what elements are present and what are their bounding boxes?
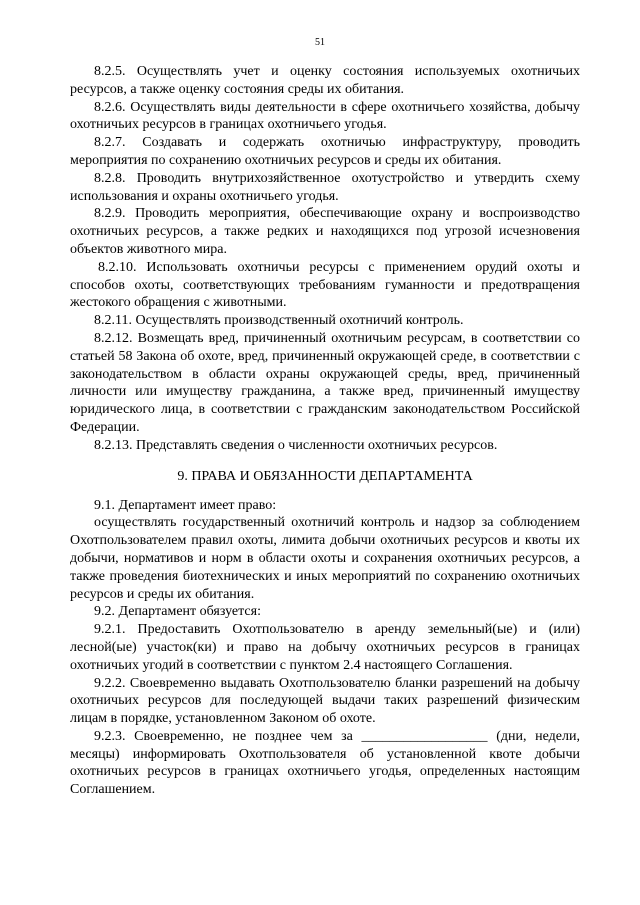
clause-9-2-2: 9.2.2. Своевременно выдавать Охотпользователю бланки разрешений на добычу охотничьих ресурсов для последующей выдачи таких разрешений физическим лицам в порядке, установленном Законом об охоте. [70, 675, 580, 727]
document-body [70, 63, 580, 799]
section-heading: 9. ПРАВА И ОБЯЗАННОСТИ ДЕПАРТАМЕНТА [177, 468, 473, 484]
clause-9-2-1: 9.2.1. Предоставить Охотпользователю в аренду земельный(ые) и (или) лесной(ые) участок(ки) и право на добычу охотничьих ресурсов в границах охотничьих угодий в соответствии с пунктом 2.4 настоящего Соглашения. [70, 622, 580, 673]
clause-8-2-7: 8.2.7. Создавать и содержать охотничью инфраструктуру, проводить мероприятия по сохранению охотничьих ресурсов и среды их обитания. [70, 135, 580, 168]
clause-8-2-5: 8.2.5. Осуществлять учет и оценку состояния используемых охотничьих ресурсов, а также оценку состояния среды их обитания. [70, 64, 580, 97]
clause-9-2: 9.2. Департамент обязуется: [94, 604, 261, 620]
clause-8-2-13: 8.2.13. Представлять сведения о численности охотничьих ресурсов. [94, 437, 498, 453]
clause-9-2-3: 9.2.3. Своевременно, не позднее чем за __________________ (дни, недели, месяцы) информировать Охотпользователя об установленной квоте добычи охотничьих ресурсов в границах охотничьего угодья, определенных настоящим Соглашением. [70, 728, 580, 798]
clause-8-2-10: 8.2.10. Использовать охотничьи ресурсы с применением орудий охоты и способов охоты, соответствующих требованиям гуманности и предотвращения жестокого обращения с животными. [70, 259, 580, 311]
clause-8-2-12: 8.2.12. Возмещать вред, причиненный охотничьим ресурсам, в соответствии со статьей 58 Закона об охоте, вред, причиненный окружающей среде, в соответствии с законодательством в области охраны окружающей среды, вред, причиненный личности или имуществу гражданина, а также вред, причиненный имуществу юридического лица, в соответствии с гражданским законодательством Российской Федерации. [70, 330, 580, 435]
page-number: 51 [315, 37, 325, 48]
clause-8-2-6: 8.2.6. Осуществлять виды деятельности в сфере охотничьего хозяйства, добычу охотничьих ресурсов в границах охотничьего угодья. [70, 99, 580, 133]
clause-9-1-text: осуществлять государственный охотничий контроль и надзор за соблюдением Охотпользователем правил охоты, лимита добычи охотничьих ресурсов и квоты их добычи, нормативов и норм в области охоты и сохранения охотничьих ресурсов, а также проведения биотехнических и иных мероприятий по сохранению охотничьих ресурсов и среды их обитания. [70, 515, 580, 602]
clause-8-2-11: 8.2.11. Осуществлять производственный охотничий контроль. [94, 313, 464, 329]
clause-9-1: 9.1. Департамент имеет право: [94, 497, 277, 513]
clause-8-2-9: 8.2.9. Проводить мероприятия, обеспечивающие охрану и воспроизводство охотничьих ресурсов, а также редких и находящихся под угрозой исчезновения объектов животного мира. [70, 206, 580, 257]
clause-8-2-8: 8.2.8. Проводить внутрихозяйственное охотустройство и утвердить схему использования и охраны охотничьего угодья. [70, 170, 580, 204]
